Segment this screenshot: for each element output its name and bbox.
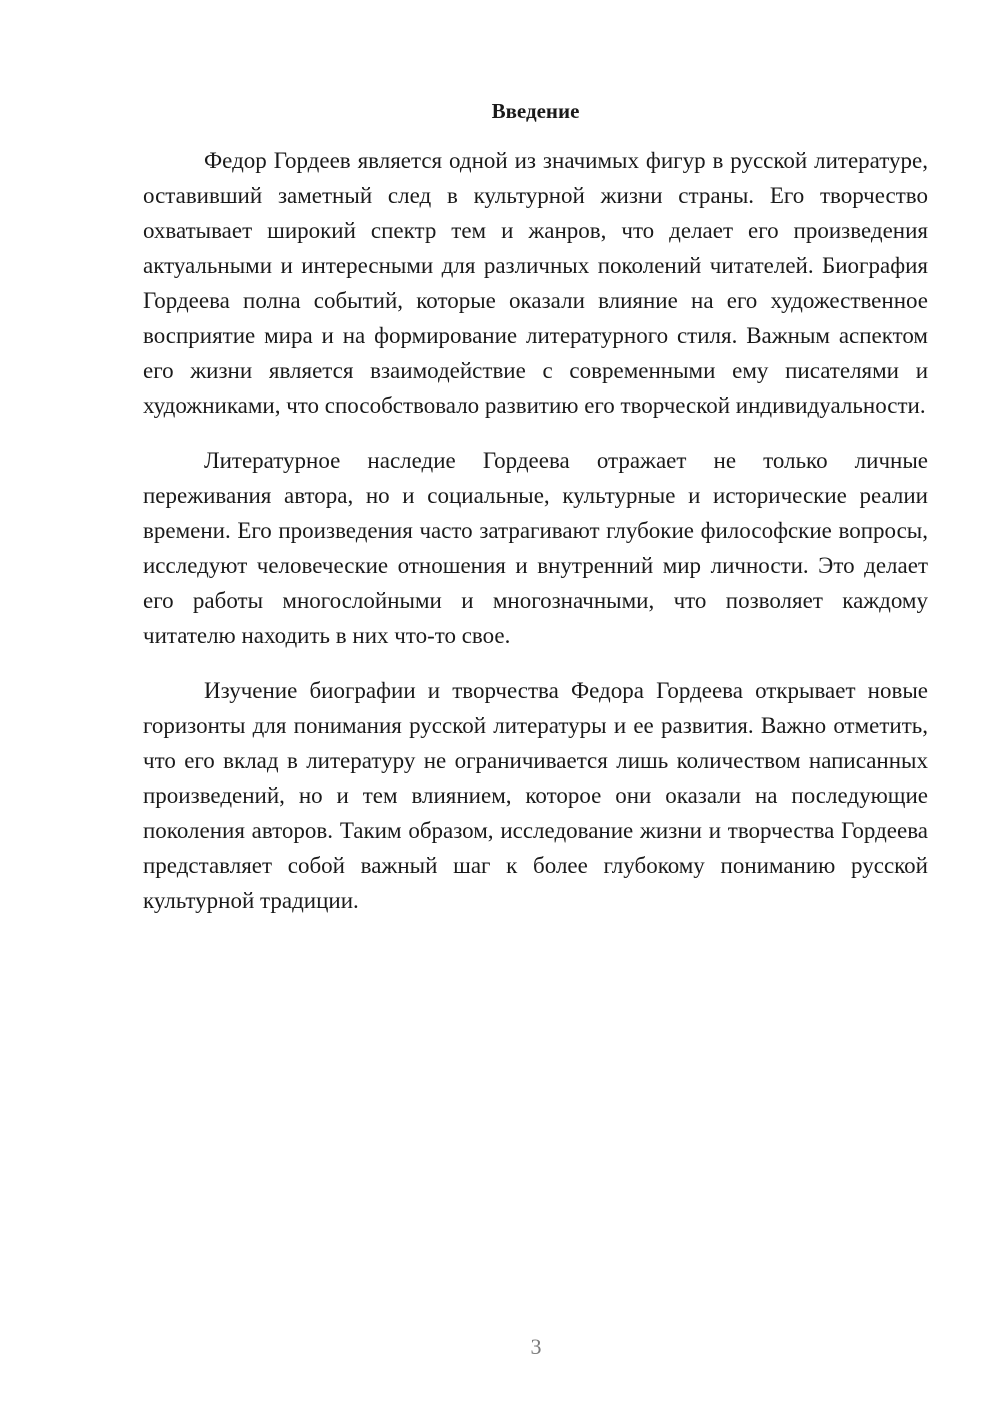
section-heading: Введение [491, 99, 580, 123]
body-text [143, 143, 928, 938]
paragraph: Федор Гордеев является одной из значимых фигур в русской литературе, оставивший заметный след в культурной жизни страны. Его творчество охватывает широкий спектр тем и жанров, что делает его произведения актуальными и интересными для различных поколений читателей. Биография Гордеева полна событий, которые оказали влияние на его художественное восприятие мира и на формирование литературного стиля. Важным аспектом его жизни является взаимодействие с современными ему писателями и художниками, что способствовало развитию его творческой индивидуальности. [143, 148, 928, 418]
paragraph: Изучение биографии и творчества Федора Гордеева открывает новые горизонты для понимания русской литературы и ее развития. Важно отметить, что его вклад в литературу не ограничивается лишь количеством написанных произведений, но и тем влиянием, которое они оказали на последующие поколения авторов. Таким образом, исследование жизни и творчества Гордеева представляет собой важный шаг к более глубокому пониманию русской культурной традиции. [143, 678, 928, 913]
page-number: 3 [530, 1334, 542, 1359]
paragraph: Литературное наследие Гордеева отражает не только личные переживания автора, но и социальные, культурные и исторические реалии времени. Его произведения часто затрагивают глубокие философские вопросы, исследуют человеческие отношения и внутренний мир личности. Это делает его работы многослойными и многозначными, что позволяет каждому читателю находить в них что-то свое. [143, 448, 928, 648]
